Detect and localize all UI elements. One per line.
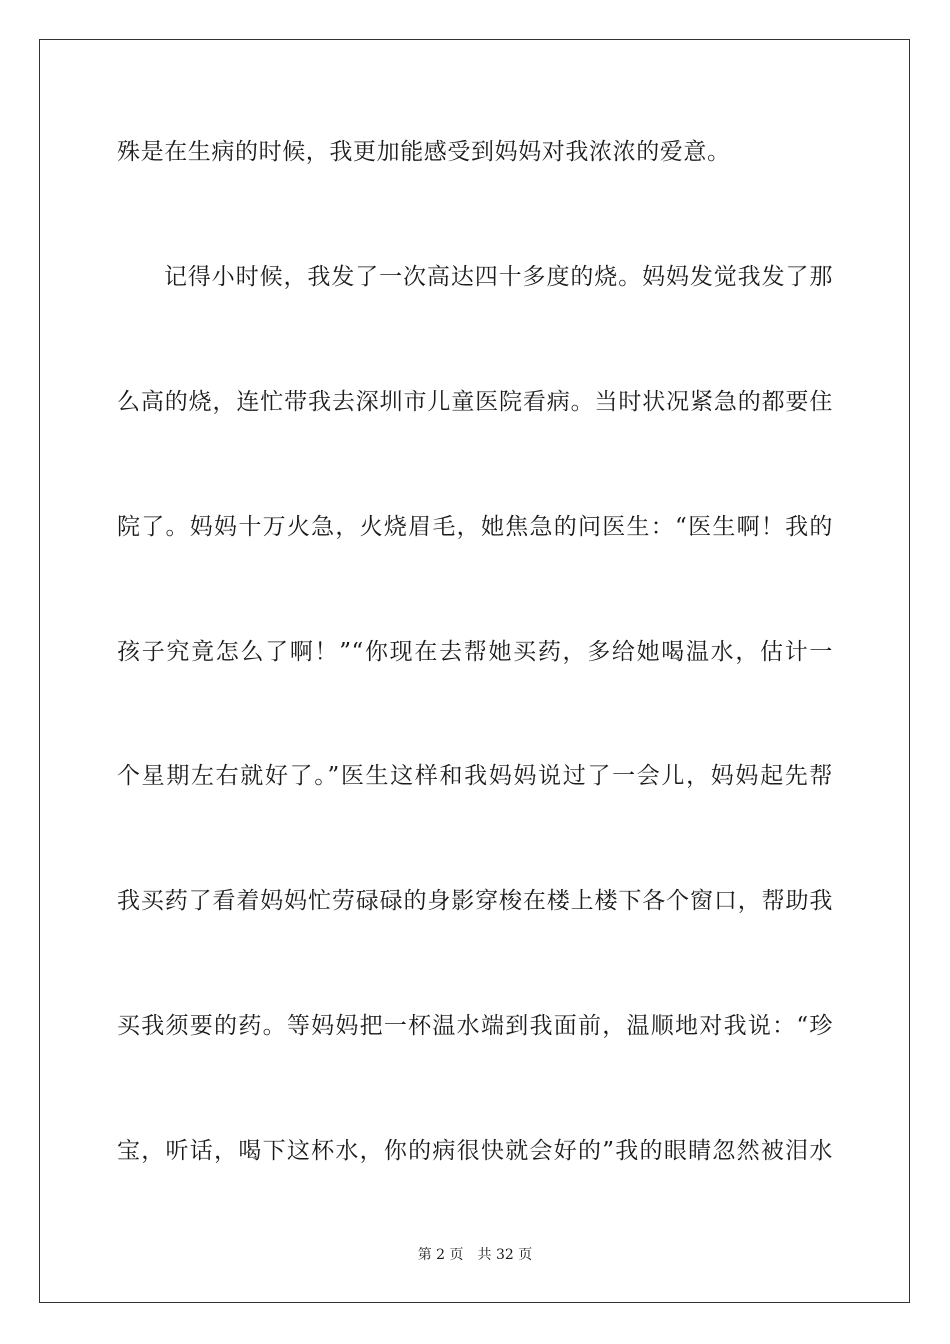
paragraph-line: 个星期左右就好了。”医生这样和我妈妈说过了一会儿，妈妈起先帮 <box>117 763 833 789</box>
paragraph-line: 宝，听话，喝下这杯水，你的病很快就会好的”我的眼睛忽然被泪水 <box>117 1138 833 1164</box>
paragraph-line: 么高的烧，连忙带我去深圳市儿童医院看病。当时状况紧急的都要住 <box>117 389 833 415</box>
paragraph-line: 买我须要的药。等妈妈把一杯温水端到我面前，温顺地对我说：“珍 <box>117 1013 833 1039</box>
paragraph-line: 院了。妈妈十万火急，火烧眉毛，她焦急的问医生：“医生啊！我的 <box>117 514 833 540</box>
paragraph-line: 殊是在生病的时候，我更加能感受到妈妈对我浓浓的爱意。 <box>117 139 731 165</box>
paragraph-line: 孩子究竟怎么了啊！”“你现在去帮她买药，多给她喝温水，估计一 <box>117 639 833 665</box>
page-footer <box>0 1245 950 1265</box>
page-number: 第 2 页 <box>417 1247 464 1263</box>
paragraph-line: 我买药了看着妈妈忙劳碌碌的身影穿梭在楼上楼下各个窗口，帮助我 <box>117 888 833 914</box>
page-border <box>39 39 910 1303</box>
total-pages: 共 32 页 <box>477 1247 533 1263</box>
paragraph-line: 记得小时候，我发了一次高达四十多度的烧。妈妈发觉我发了那 <box>164 264 833 290</box>
